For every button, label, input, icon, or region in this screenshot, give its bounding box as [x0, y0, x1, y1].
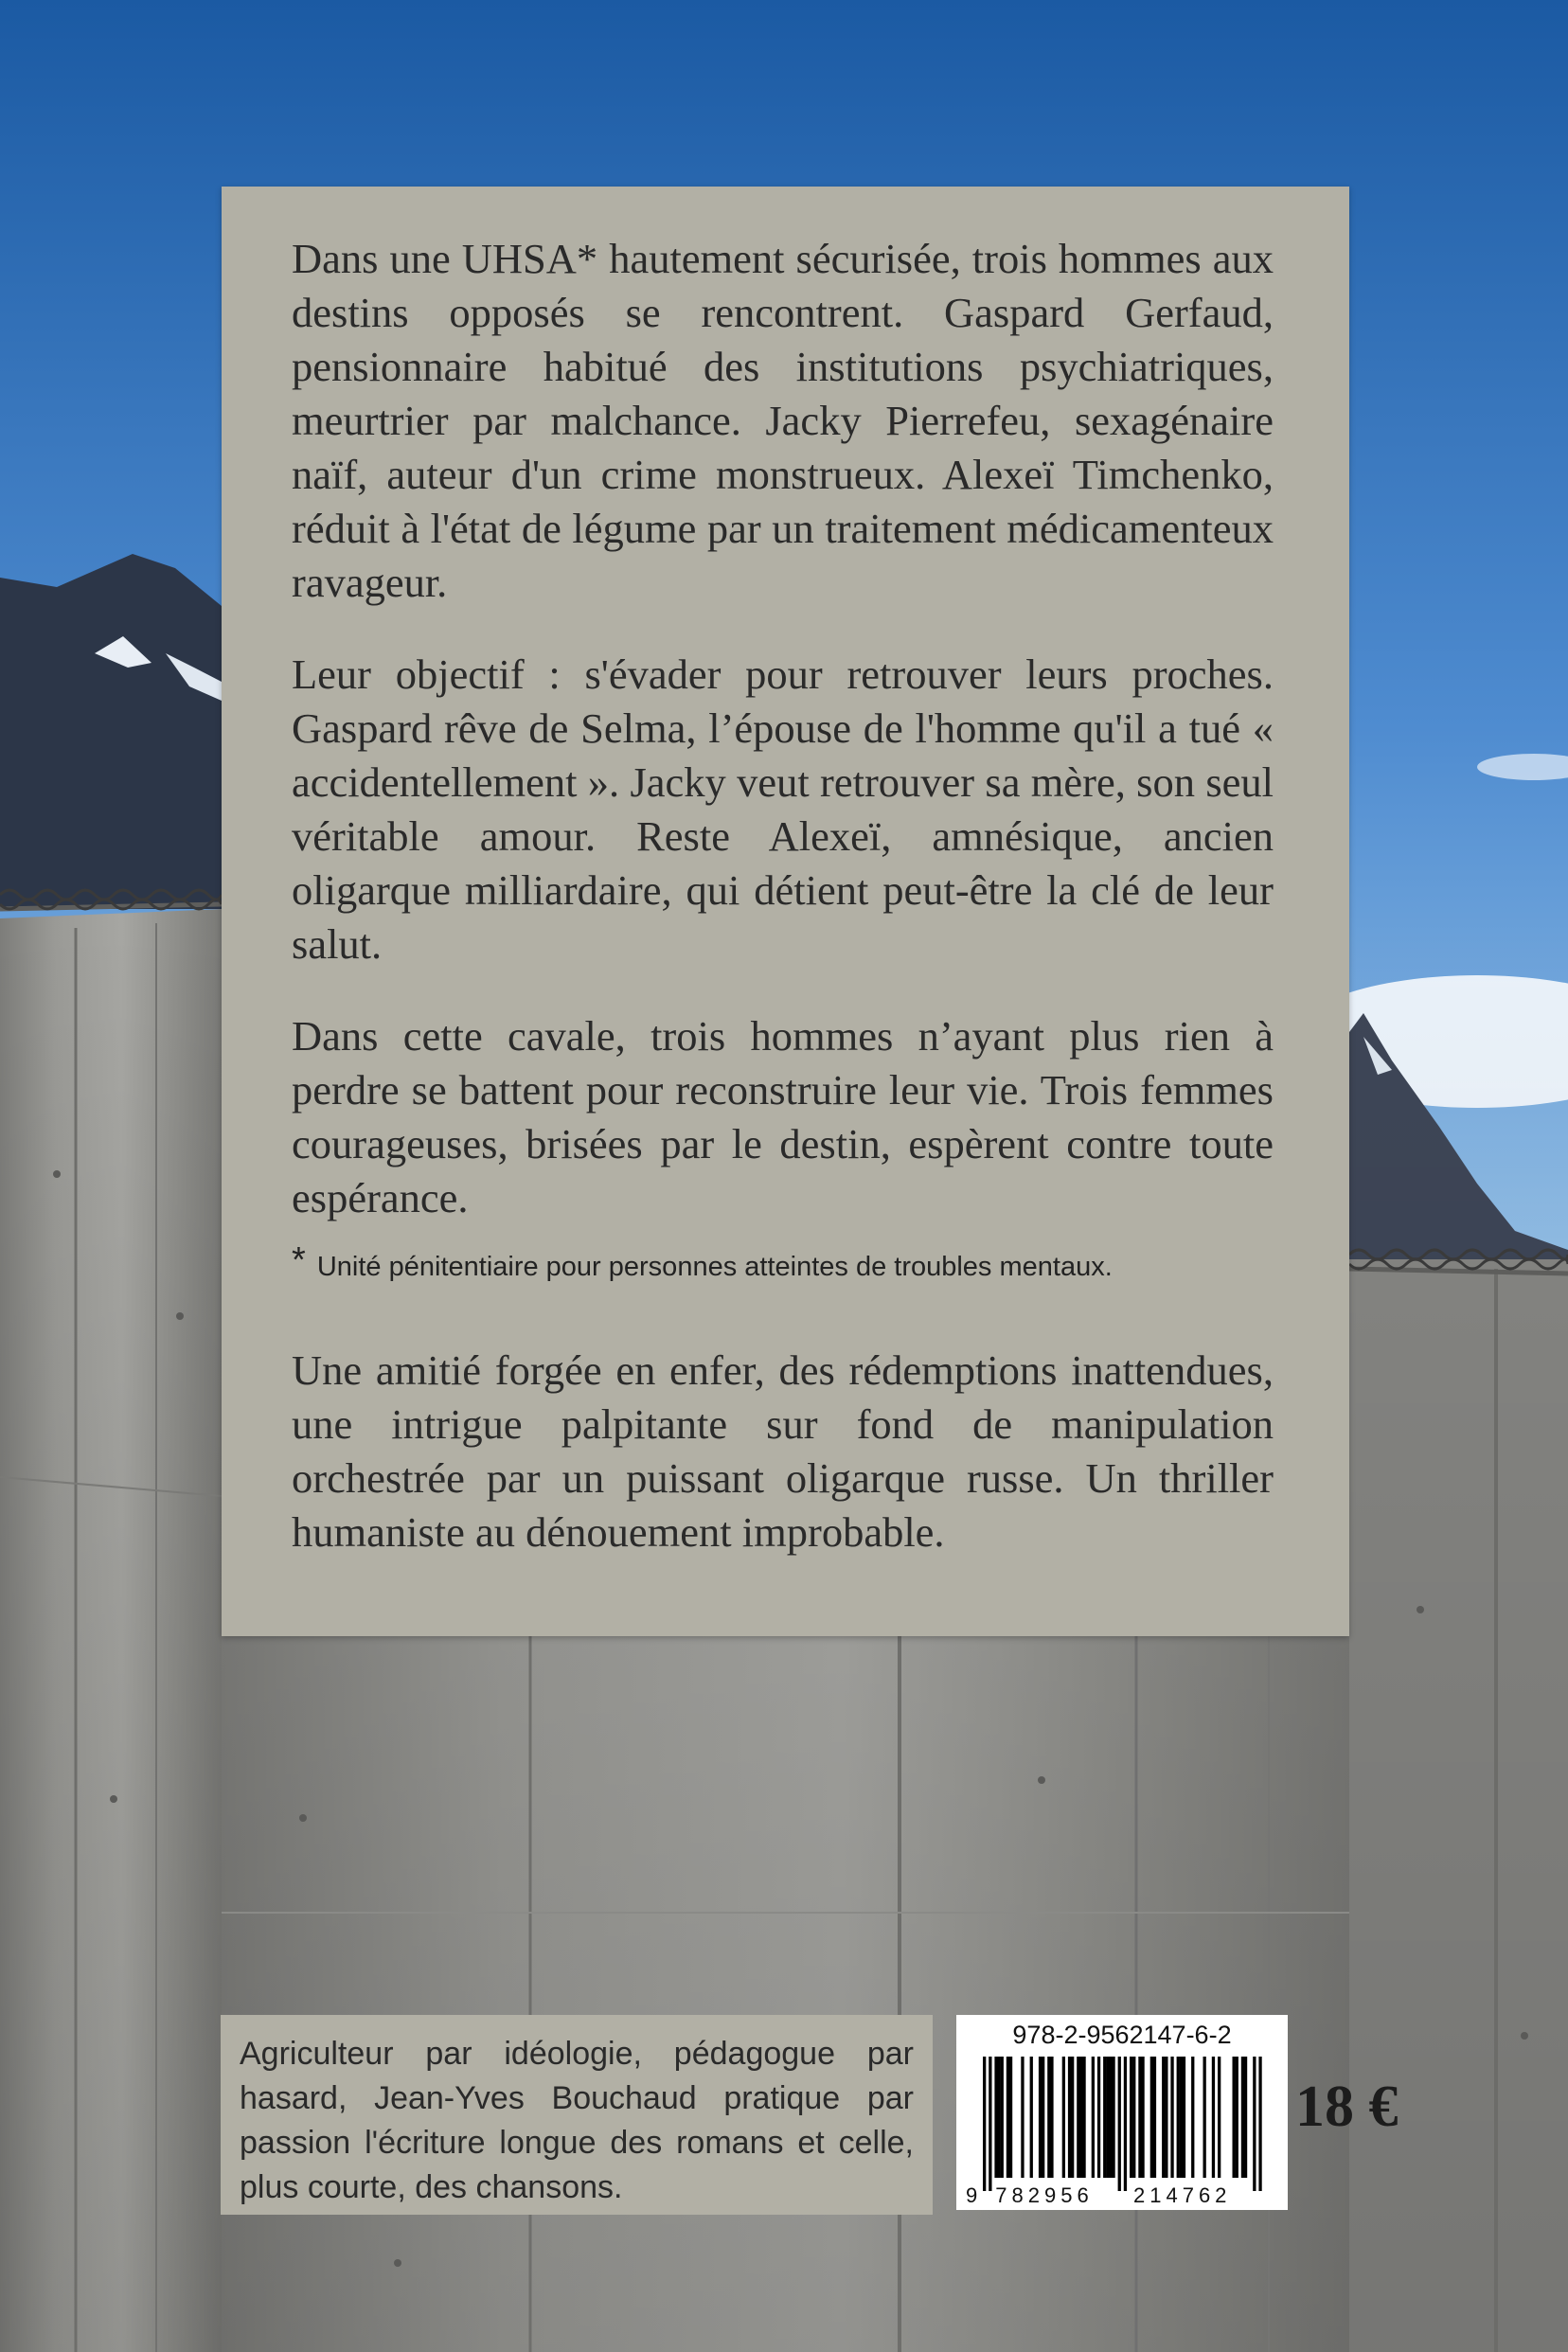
blurb-paragraph-1: Dans une UHSA* hautement sécurisée, trois hommes aux destins opposés se rencontrent. Gaspard Gerfaud, pensionnaire habitué des institutions psychiatriques, meurtrier par malchance. Jacky Pierrefeu, sexagénaire naïf, auteur d'un crime monstrueux. Alexeï Timchenko, réduit à l'état de légume par un traitement médicamenteux ravageur. [292, 235, 1274, 606]
barcode-bar [1042, 2057, 1044, 2178]
barcode-bar [1097, 2057, 1100, 2178]
barcode-bar [1165, 2057, 1167, 2178]
barcode-bar [994, 2057, 997, 2178]
barcode-bar [1068, 2057, 1071, 2178]
barcode-digits-right: 214762 [1133, 2183, 1232, 2207]
barcode-bar [1062, 2057, 1065, 2178]
barcode-bar [1162, 2057, 1165, 2178]
barcode-bar [1082, 2057, 1085, 2178]
barcode-bar [989, 2057, 991, 2191]
author-bio: Agriculteur par idéologie, pédagogue par hasard, Jean-Yves Bouchaud pratique par passion l'écriture longue des romans et celle, plus courte, des chansons. [240, 2036, 914, 2205]
barcode-bar [1071, 2057, 1074, 2178]
blurb-panel [222, 187, 1349, 1636]
barcode-digits-left: 782956 [995, 2183, 1094, 2207]
barcode-bar [1191, 2057, 1194, 2178]
barcode-bar [1109, 2057, 1112, 2178]
barcode-bar [1077, 2057, 1079, 2178]
barcode-bar [1103, 2057, 1106, 2178]
barcode-bar [1233, 2057, 1236, 2178]
barcode-bar [1047, 2057, 1050, 2178]
barcode-bar [1236, 2057, 1238, 2178]
isbn-number: 978-2-9562147-6-2 [1012, 2021, 1232, 2049]
barcode-bar [1118, 2057, 1121, 2191]
blurb-closing: Une amitié forgée en enfer, des rédemptions inattendues, une intrigue palpitante sur fond de manipulation orchestrée par un puissant oligarque russe. Un thriller humaniste au dénouement improbable. [292, 1346, 1274, 1556]
isbn-barcode [956, 2015, 1288, 2210]
barcode-bar [1153, 2057, 1156, 2178]
barcode-bar [1138, 2057, 1141, 2178]
barcode-bar [1203, 2057, 1206, 2178]
barcode-bar [1212, 2057, 1215, 2178]
barcode-bar [1079, 2057, 1082, 2178]
barcode-bar [1124, 2057, 1127, 2191]
barcode-bar [1244, 2057, 1247, 2178]
barcode-bar [1112, 2057, 1114, 2178]
barcode-bar [1001, 2057, 1004, 2178]
barcode-bars [956, 2015, 1288, 2210]
barcode-bar [998, 2057, 1001, 2178]
blurb-paragraph-2: Leur objectif : s'évader pour retrouver leurs proches. Gaspard rêve de Selma, l’épouse de l'homme qu'il a tué « accidentellement ». Jacky veut retrouver sa mère, son seul véritable amour. Reste Alexeï, amnésique, ancien oligarque milliardaire, qui détient peut-être la clé de leur salut. [292, 650, 1274, 968]
barcode-bar [1241, 2057, 1244, 2178]
barcode-bar [1039, 2057, 1042, 2178]
barcode-bar [1132, 2057, 1135, 2178]
footnote-marker: * [292, 1240, 306, 1280]
blurb-paragraph-3: Dans cette cavale, trois hommes n’ayant plus rien à perdre se battent pour reconstruire leur vie. Trois femmes courageuses, brisées par le destin, espèrent contre toute espérance. [292, 1012, 1274, 1221]
barcode-bar [1258, 2057, 1261, 2191]
barcode-bar [1092, 2057, 1095, 2178]
barcode-bar [1150, 2057, 1153, 2178]
barcode-bar [1180, 2057, 1183, 2178]
barcode-bar [1253, 2057, 1256, 2191]
barcode-bar [1183, 2057, 1185, 2178]
barcode-digit-first: 9 [966, 2183, 983, 2207]
barcode-bar [1007, 2057, 1009, 2178]
author-bio-panel [221, 2015, 933, 2215]
barcode-bar [1009, 2057, 1012, 2178]
barcode-bar [1106, 2057, 1109, 2178]
barcode-bar [1021, 2057, 1024, 2178]
price: 18 € [1295, 2075, 1399, 2139]
footnote [292, 1242, 1274, 1285]
barcode-bar [1170, 2057, 1173, 2178]
barcode-bar [1130, 2057, 1132, 2178]
barcode-bar [1141, 2057, 1144, 2178]
barcode-bar [1218, 2057, 1221, 2178]
footnote-text: Unité pénitentiaire pour personnes atteintes de troubles mentaux. [316, 1252, 1113, 1282]
barcode-bar [1050, 2057, 1053, 2178]
barcode-bar [983, 2057, 986, 2191]
barcode-bar [1177, 2057, 1180, 2178]
barcode-bar [1030, 2057, 1033, 2178]
